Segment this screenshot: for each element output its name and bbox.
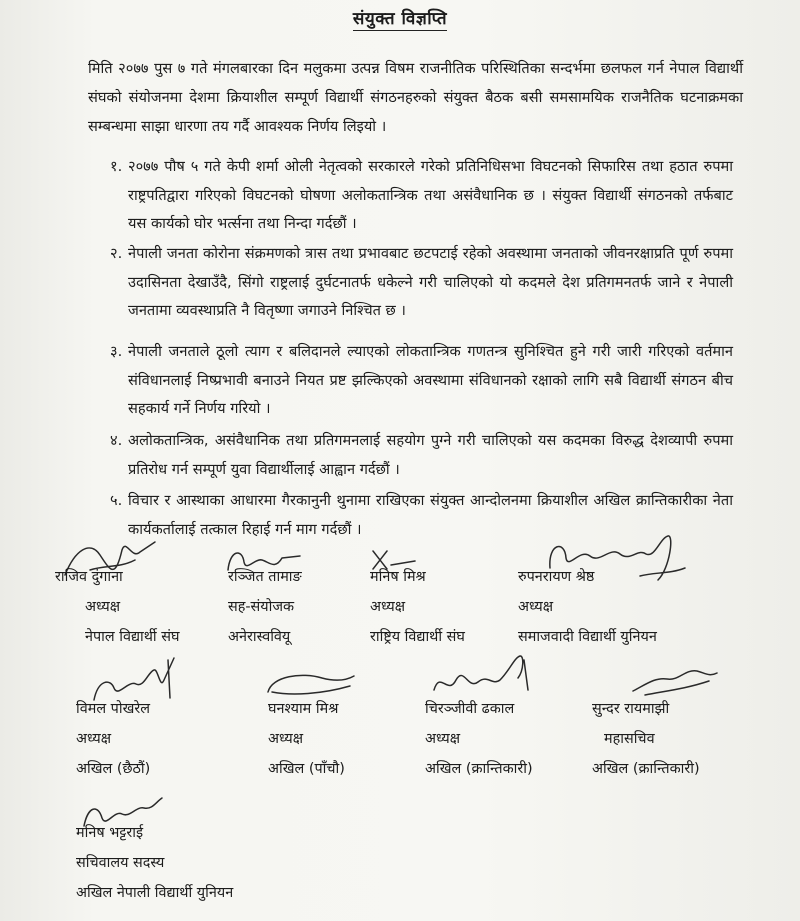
signatory-block [518, 562, 657, 652]
item-number: २. [110, 245, 123, 262]
signatory-org: राष्ट्रिय विद्यार्थी संघ [370, 629, 465, 645]
intro-paragraph: मिति २०७७ पुस ७ गते मंगलबारका दिन मलुकमा उत्पन्न विषम राजनीतिक परिस्थितिका सन्दर्भमा छलफल गर्न नेपाल विद्यार्थी संघको संयोजनमा देशमा क्रियाशील सम्पूर्ण विद्यार्थी संगठनहरुको संयुक्त बैठक बसी समसामयिक राजनैतिक घटनाक्रमका सम्बन्धमा साझा धारणा तय गर्दै आवश्यक निर्णय लिइयो । [88, 60, 743, 135]
signatory-org: नेपाल विद्यार्थी संघ [85, 629, 180, 645]
item-text: नेपाली जनता कोरोना संक्रमणको त्रास तथा प्रभावबाट छटपटाई रहेको अवस्थामा जनताको जीवनरक्षाप्रति पूर्ण रुपमा उदासिनता देखाउँदै, सिंगो राष्ट्रलाई दुर्घटनातर्फ धकेल्ने गरी चालिएको यो कदमले देश प्रतिगमनतर्फ जाने र नेपाली जनतामा व्यवस्थाप्रति नै वितृष्णा जगाउने निश्चित छ । [128, 245, 733, 319]
item-number: ४. [110, 432, 123, 449]
item-number: ५. [110, 492, 123, 509]
signatory-org: अनेरास्ववियू [228, 629, 291, 645]
signatory-block [370, 562, 465, 652]
item-text: विचार र आस्थाका आधारमा गैरकानुनी थुनामा राखिएका संयुक्त आन्दोलनमा क्रियाशील अखिल क्रान्तिकारीका नेता कार्यकर्तालाई तत्काल रिहाई गर्न माग गर्दछौं । [128, 492, 733, 538]
signatory-role: महासचिव [604, 731, 655, 747]
signatory-role: अध्यक्ष [518, 599, 554, 615]
item-text: अलोकतान्त्रिक, असंवैधानिक तथा प्रतिगमनलाई सहयोग पुग्ने गरी चालिएको यस कदमका विरुद्ध देशव्यापी रुपमा प्रतिरोध गर्न सम्पूर्ण युवा विद्यार्थीलाई आह्वान गर्दछौं । [128, 432, 733, 478]
item-text: नेपाली जनताले ठूलो त्याग र बलिदानले ल्याएको लोकतान्त्रिक गणतन्त्र सुनिश्चित हुने गरी जारी गरिएको वर्तमान संविधानलाई निष्प्रभावी बनाउने नियत प्रष्ट झल्किएको अवस्थामा संविधानको रक्षाको लागि सबै विद्यार्थी संगठन बीच सहकार्य गर्ने निर्णय गरियो । [128, 343, 733, 417]
signatory-block [76, 818, 233, 908]
signatory-org: समाजवादी विद्यार्थी युनियन [518, 629, 657, 645]
signatory-role: अध्यक्ष [85, 599, 121, 615]
signatory-name: रुपनरायण श्रेष्ठ [518, 569, 595, 585]
signatory-role: अध्यक्ष [76, 731, 112, 747]
item-number: ३. [110, 343, 123, 360]
signatory-role: अध्यक्ष [370, 599, 406, 615]
signatory-org: अखिल नेपाली विद्यार्थी युनियन [76, 885, 234, 901]
signatory-name: सुन्दर रायमाझी [592, 701, 670, 717]
signatory-name: विमल पोखरेल [76, 701, 150, 717]
signatory-org: अखिल (क्रान्तिकारी) [592, 761, 700, 777]
item-text: २०७७ पौष ५ गते केपी शर्मा ओली नेतृत्वको सरकारले गरेको प्रतिनिधिसभा विघटनको सिफारिस तथा हठात रुपमा राष्ट्रपतिद्वारा गरिएको विघटनको घोषणा अलोकतान्त्रिक तथा असंवैधानिक छ । संयुक्त विद्यार्थी संगठनको तर्फबाट यस कार्यको घोर भर्त्सना तथा निन्दा गर्दछौं । [128, 158, 733, 232]
signatory-block [228, 562, 302, 652]
signatory-block [268, 694, 345, 784]
signatory-name: मनिष मिश्र [370, 569, 426, 585]
signatory-name: राजिव दुंगाना [55, 569, 123, 585]
signatory-name: घनश्याम मिश्र [268, 701, 339, 717]
signatory-org: अखिल (क्रान्तिकारी) [425, 761, 533, 777]
signatory-block [592, 694, 700, 784]
signatory-name: रञ्जित तामाङ [228, 569, 302, 585]
signatory-role: अध्यक्ष [268, 731, 304, 747]
item-number: १. [110, 158, 123, 175]
signatory-role: सह-संयोजक [228, 599, 295, 615]
signatory-org: अखिल (छैठौं) [76, 761, 151, 777]
signatory-block [55, 562, 179, 652]
document-title: संयुक्त विज्ञप्ति [352, 9, 448, 29]
signatory-block [76, 694, 150, 784]
signatory-role: सचिवालय सदस्य [76, 855, 165, 871]
signatory-org: अखिल (पाँचौ) [268, 761, 345, 777]
signatory-role: अध्यक्ष [425, 731, 461, 747]
signatory-name: चिरञ्जीवी ढकाल [425, 701, 515, 717]
signatory-name: मनिष भट्टराई [76, 825, 144, 841]
signatory-block [425, 694, 533, 784]
